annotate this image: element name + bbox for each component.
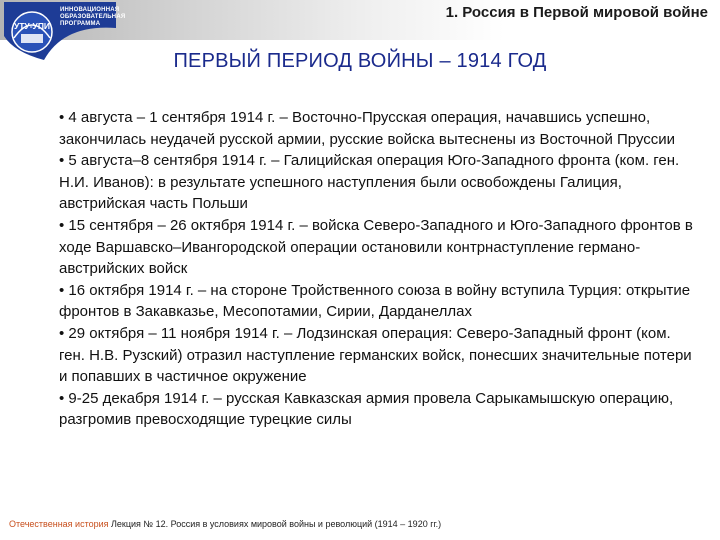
footer-course: Отечественная история <box>9 519 109 529</box>
bullet-item: • 5 августа–8 сентября 1914 г. – Галицийская операция Юго-Западного фронта (ком. ген. Н.И. Иванов): в результате успешного наступления были освобождены Галиция, австрийская часть Польши <box>59 152 680 213</box>
bullet-item: • 15 сентября – 26 октября 1914 г. – войска Северо-Западного и Юго-Западного фронтов в ходе Варшавско–Ивангородской операции остановили контрнаступление германо-австрийских войск <box>59 216 693 278</box>
slide-title: ПЕРВЫЙ ПЕРИОД ВОЙНЫ – 1914 ГОД <box>173 50 547 72</box>
logo-caption-line: ИННОВАЦИОННАЯ <box>60 7 120 13</box>
bullet-list <box>59 107 699 431</box>
logo-caption-line: ПРОГРАММА <box>60 21 101 27</box>
section-title: 1. Россия в Первой мировой войне <box>445 4 708 21</box>
logo-caption <box>60 7 126 28</box>
footer <box>9 519 441 529</box>
bullet-item: • 9-25 декабря 1914 г. – русская Кавказская армия провела Сарыкамышскую операцию, разгромив превосходящие турецкие силы <box>59 389 674 429</box>
bullet-item: • 4 августа – 1 сентября 1914 г. – Восточно-Прусская операция, начавшись успешно, закончилась неудачей русской армии, русские войска вытеснены из Восточной Пруссии <box>59 109 676 148</box>
logo-mark-text: УТУ-УПИ <box>13 21 51 31</box>
bullet-item: • 16 октября 1914 г. – на стороне Тройственного союза в войну вступила Турция: открытие фронтов в Закавказье, Месопотамии, Сирии, Дарданеллах <box>59 281 691 321</box>
logo-caption-line: ОБРАЗОВАТЕЛЬНАЯ <box>60 14 126 20</box>
bullet-item: • 29 октября – 11 ноября 1914 г. – Лодзинская операция: Северо-Западный фронт (ком. ген. Н.В. Рузский) отразил наступление германских войск, понесших значительные потери и попавших в частичное окружение <box>59 324 692 386</box>
footer-lecture: Лекция № 12. Россия в условиях мировой войны и революций (1914 – 1920 гг.) <box>108 519 442 529</box>
